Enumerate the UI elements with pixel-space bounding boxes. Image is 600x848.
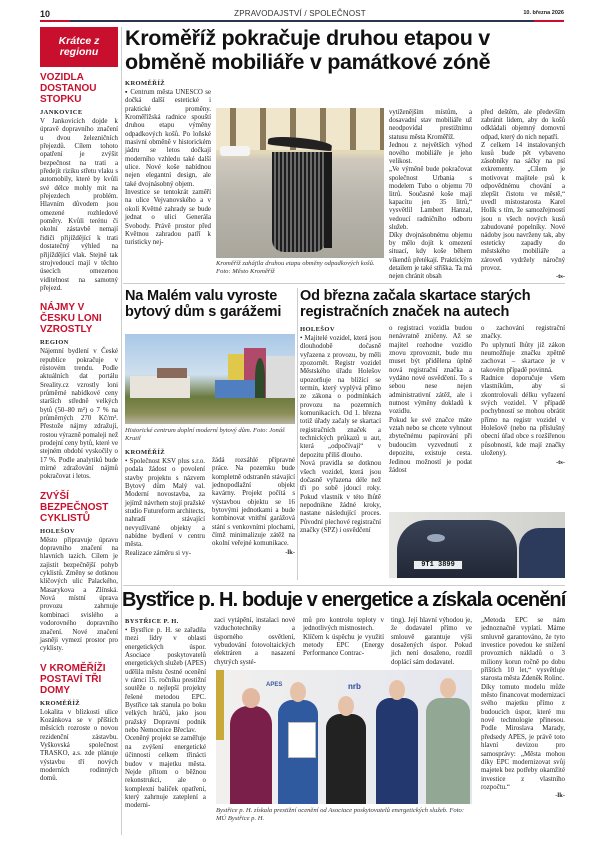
person <box>326 714 366 804</box>
lead-photo-caption: Kroměříž zahájila druhou etapu obměny odpadkových košů. Foto: Město Kroměříž <box>216 260 375 275</box>
brief-body <box>40 118 118 293</box>
maly-val-caption: Historické centrum doplní moderní bytový dům. Foto: Jonáš Krutil <box>125 427 285 442</box>
license-plate: 9T1 3899 <box>413 560 463 570</box>
znacky-col-3 <box>481 325 565 466</box>
bystrice-body <box>481 617 565 792</box>
bin-body <box>272 152 326 252</box>
maly-val-col-2 <box>212 457 295 556</box>
person <box>376 698 418 804</box>
znacky-col-2 <box>389 325 472 475</box>
lead-photo-waste-bin <box>216 108 384 258</box>
issue-date: 10. března 2026 <box>523 10 564 16</box>
paragraph: Díky tomuto modelu může město financovat modernizaci svého majetku přímo z budoucích úspor, které mu nové technologie přinesou. Podle Miroslava Marady, předsedy APES, je právě toto hlavní devizou pro samosprávy: „Města mohou díky EPC modernizovat svůj majetek bez potřeby okamžité investice z vlastního rozpočtu.“ <box>481 683 565 791</box>
brief-title: ZVÝŠÍ BEZPEČNOST CYKLISTŮ <box>40 490 109 524</box>
bystrice-col-1 <box>125 614 206 811</box>
paragraph: • Společnost KSV plus s.r.o. podala žádost o povolení stavby projektu s názvem Bytový dům Malý val. Moderní novostavba, za jejímž návrhem stojí pražské studio Futureform architects, nahradí stávající nevyužívané objekty a nabídne bydlení v centru města. <box>125 458 205 549</box>
lead-signature: -ts- <box>555 273 565 281</box>
lead-body <box>125 89 211 248</box>
brief-title: V KROMĚŘÍŽI POSTAVÍ TŘI DOMY <box>40 662 106 696</box>
paragraph: před deštěm, ale především zabránit lidem, aby do košů odkládali objemný domovní odpad, který do nich nepatří. <box>481 109 565 141</box>
section-rule <box>123 585 565 586</box>
section-title: ZPRAVODAJSTVÍ / SPOLEČNOST <box>234 9 366 18</box>
lead-place: KROMĚŘÍŽ <box>125 80 166 87</box>
apes-logo: APES <box>266 682 283 688</box>
bystrice-place: BYSTŘICE P. H. <box>125 618 179 625</box>
paragraph: • Bystřice p. H. se zařadila mezi lídry v oblasti energetických úspor. Asociace poskytovatelů energetických služeb (APES) udělila městu čestné ocenění v rámci 15. ročníku prestižní soutěže o nejlepší projekty řešené metodou EPC. Bystřice tak stanula po boku velkých hráčů, jako jsou pražský Dopravní podnik nebo Nemocnice Břeclav. <box>125 627 207 735</box>
lead-col-3 <box>481 109 565 280</box>
paragraph: ▪ Centrum města UNESCO se dočká další estetické i praktické proměny. Kroměřížská radnice spouští druhou etapu výměny odpadkových košů. Po loňské masivní obměně v historickém jádru se letos dočkají moderního vzhledu také další ulice. Nové koše nabídnou nejen elegantní design, ale také dvojnásobný objem. <box>125 89 211 188</box>
paragraph: Díky dvojnásobnému objemu by mělo dojít k omezení situací, kdy koše během víkendů přetékají. Praktickým detailem je také stříška. Ta má nejen chránit obsah <box>389 232 472 281</box>
maly-val-signature: -lk- <box>285 548 295 556</box>
bystrice-caption: Bystřice p. H. získala prestižní ocenění od Asociace poskytovatelů energetických služeb. Foto: MÚ Bystřice p. H. <box>216 807 465 822</box>
maly-val-place: KROMĚŘÍŽ <box>125 449 166 456</box>
paragraph: žádá rozsáhlé přípravné práce. Na pozemku bude kompletně odstraněn stávající jednopodlažní objekt kavárny. Projekt počítá s výstavbou objektu se 16 bytovými jednotkami a bude kombinovat vnitřní garážová stání s venkovními plochami, čímž minimalizuje zátěž na okolní veřejné komunikace. <box>212 457 295 548</box>
maly-val-body <box>125 458 205 558</box>
paragraph: zaci vytápění, instalaci nové vzduchotechniky a úsporného osvětlení, vybudování fotovoltaických elektráren a nasazení chytrých systé- <box>214 617 295 666</box>
paragraph: vytíženějším místům, a dosavadní stav mobiliáře už neodpovídal prestižnímu statusu města Kroměříž. <box>389 109 472 141</box>
page-number: 10 <box>40 9 51 19</box>
brief-place: HOLEŠOV <box>40 527 75 535</box>
znacky-place: HOLEŠOV <box>300 326 335 333</box>
bystrice-col-4 <box>391 617 472 667</box>
bystrice-col-3 <box>303 617 384 659</box>
paragraph: Pokud ke své značce máte vztah nebo se chcete vyhnout zbytečnému papírování při budoucím vyzvednutí z depozitu, existuje cesta. Jedinou možností je podat žádost <box>389 416 472 474</box>
paragraph: ting). Její hlavní výhodou je, že dodavatel přímo ve smlouvě garantuje výši dosažených úspor. Pokud jich není dosaženo, rozdíl doplácí sám dodavatel. <box>391 617 472 666</box>
paragraph: Realizace záměru si vy- <box>125 549 191 557</box>
sidebar-label: Krátce z regionu <box>40 27 118 67</box>
paragraph: mů pro kontrolu teploty v jednotlivých místnostech. <box>303 617 384 633</box>
bystrice-col-2 <box>214 617 295 667</box>
brief-title: NÁJMY V ČESKU LONI VZROSTLY <box>40 302 102 336</box>
brief-place: REGION <box>40 339 69 347</box>
paragraph: o zachování registrační značky. <box>481 325 565 341</box>
maly-val-headline: Na Malém valu vyroste bytový dům s garážemi <box>125 288 282 320</box>
bystrice-signature: -lk- <box>555 792 565 800</box>
paragraph: Oceněný projekt se zaměřuje na zvýšení energetické účinnosti celkem třinácti budov v majetku města. Nejde přitom o běžnou rekonstrukci, ale o komplexní balíček opatření, který zahrnuje zateplení a moderni- <box>125 735 206 810</box>
znacky-headline: Od března začala skartace starých registračních značek na autech <box>300 288 531 320</box>
paragraph: Jednou z největších výhod nového mobiliáře je jeho velikost. <box>389 141 472 166</box>
sidebar-briefs <box>40 72 118 784</box>
brief-title: VOZIDLA DOSTANOU STOPKU <box>40 72 97 105</box>
brief <box>40 491 118 654</box>
bystrice-photo-award <box>216 670 472 804</box>
paragraph: V Jankovicích dojde k úpravě dopravního značení u dvou železničních přejezdů. Cílem tohoto opatření je zvýšit bezpečnost na trati a předejít riziku střetu vlaku s automobily, které by kvůli své délce mohly mít na přejezdech problém. Hlavním důvodem jsou omezené rozhledové poměry. Kvůli terénu či okolní zástavbě nemají řidiči přijíždějící k trati dostatečný výhled na přijíždějící vlak. Stejně tak strojvedoucí mají v těchto úsecích omezenou viditelnost na samotný přejezd. <box>40 118 118 292</box>
brief-body <box>40 709 118 784</box>
paragraph: Lokalita v blízkosti ulice Kozánkova se v příštích měsících rozroste o novou rezidenční zástavbu. Vyškovská společnost TRASKO, a.s. zde plánuje výstavbu tří nových moderních rodinných domů. <box>40 708 118 783</box>
paragraph: o registraci vozidla budou nenávratně zničeny. Až se majitel rozhodne vozidlo znovu zprovoznit, bude mu muset být přidělena úplně nová registrační značka a vydáno nové osvědčení. To s sebou nese nejen administrativní zátěž, ale i nutnost výměny dokladů k vozidlu. <box>389 325 472 416</box>
paragraph: „Ve výměně bude pokračovat společnost Urbania s modelem Tubo o objemu 70 litrů. Současné koše mají kapacitu jen 35 litrů,“ vysvětlil Lambert Hanzal, vedoucí radničního odboru služeb. <box>389 166 472 231</box>
znacky-body <box>481 325 565 459</box>
znacky-body <box>300 335 381 535</box>
section-rule <box>123 283 565 284</box>
maly-val-body <box>212 457 295 549</box>
person <box>426 698 470 804</box>
paragraph: Klíčem k úspěchu je využití metody EPC (Energy Performance Contrac- <box>303 633 384 658</box>
znacky-photo-car <box>389 512 565 578</box>
brief <box>40 302 118 482</box>
paragraph: Z celkem 14 instalovaných kusů bude pět vybaveno zásobníky na sáčky na psí exkrementy. „Cílem je motivovat majitele psů k odpovědnému chování a zlepšit čistotu ve městě,“ uvedl místostarosta Karel Holík s tím, že samozřejmostí jsou u všech nových kusů zabudované popelníky. Nové nádoby jsou navrženy tak, aby esteticky zapadly do městského mobiliáře a zároveň vydržely náročný provoz. <box>481 141 565 272</box>
lead-col-1 <box>125 76 211 248</box>
bystrice-headline: Bystřice p. H. boduje v energetice a získala ocenění <box>122 589 566 611</box>
header-rule <box>40 20 564 22</box>
paragraph: Radnice doporučuje všem vlastníkům, aby si zkontrolovali délku vyřazení svých vozidel. V případě pochybností se mohou obrátit přímo na registr vozidel v Holešově (nebo na příslušný obecní úřad obce s rozšířenou působností, kde mají značky uloženy). <box>481 375 565 458</box>
paragraph: Město připravuje úpravu dopravního značení na hlavních tazích. Cílem je zajistit bezpečnější pohyb cyklistů. Změny se dotknou klíčových ulic Palackého, Masarykova a Zlínská. Nová místní úprava provozu zahrnuje kombinaci svislého a vodorovného dopravního značení. Nové značení jasněji vymezí prostor pro cyklisty. <box>40 536 118 653</box>
paragraph: • Majitelé vozidel, která jsou dlouhodobě dočasně vyřazena z provozu, by měli zpozornět. Registr vozidel Městského úřadu Holešov upozorňuje na blížící se termín, který vyplývá přímo ze zákona o podmínkách provozu na pozemních komunikacích. Od 1. března totiž úřady začaly se skartací registračních značek a technických průkazů u aut, která „odpočívají“ v depozitu příliš dlouho. <box>300 335 381 459</box>
maly-val-col-1 <box>125 445 205 558</box>
brief-place: KROMĚŘÍŽ <box>40 699 81 707</box>
brief-body <box>40 537 118 654</box>
paragraph: „Metoda EPC se nám jednoznačně vyplatí. Máme smluvně garantováno, že tyto investice povedou ke snížení provozních nákladů o 3 miliony korun ročně po dobu příštích 10 let,“ vysvětluje starosta města Zdeněk Rolinc. <box>481 617 565 683</box>
paragraph: Nájemní bydlení v České republice pokračuje v růstovém trendu. Podle aktuálních dat portálu Sreality.cz vzrostly loni průměrné nabídkové ceny starších středně velkých bytů (50–80 m²) o 7 % na průměrných 270 Kč/m². Přestože nájmy zdražují, rostou výrazně pomaleji než prodejní ceny bytů, které ve stejném období vyskočily o 17 %. Podle analytiků bude mírné zdražování nájmů pokračovat i letos. <box>40 348 118 481</box>
lead-body <box>481 109 565 273</box>
brief <box>40 663 118 784</box>
award-certificate <box>288 722 316 758</box>
brief-body <box>40 348 118 482</box>
znacky-col-1 <box>300 322 381 535</box>
nrb-logo: nrb <box>348 682 361 691</box>
column-divider <box>121 27 122 835</box>
maly-val-photo <box>125 334 295 424</box>
person <box>230 706 272 804</box>
lead-headline: Kroměříž pokračuje druhou etapou v obměně mobiliáře v památkové zóně <box>125 26 491 74</box>
bystrice-body <box>125 627 206 811</box>
paragraph: Nová pravidla se dotknou všech vozidel, která jsou dočasně vyřazena déle než tři po sobě jdoucí roky. Pokud vlastník v této lhůtě nepodnikne žádné kroky, nastane následující proces. Původní plechové registrační značky (SPZ) i osvědčení <box>300 460 381 534</box>
brief <box>40 72 118 293</box>
znacky-signature: -ts- <box>555 458 565 466</box>
paragraph: Investice se tentokrát zaměří na ulice Vejvanovského a v okolí Květné zahrady se bude jednat o ulici Generála Svobody. Právě prostor před Květnou zahradou patří k turisticky nej- <box>125 189 211 247</box>
paragraph: Po uplynutí lhůty již zákon neumožňuje značku zpětně zachovat – skartace je v takovém případě povinná. <box>481 341 565 374</box>
column-divider <box>297 288 298 580</box>
lead-col-2 <box>389 109 472 281</box>
brief-place: JANKOVICE <box>40 109 83 116</box>
bystrice-col-5 <box>481 617 565 799</box>
